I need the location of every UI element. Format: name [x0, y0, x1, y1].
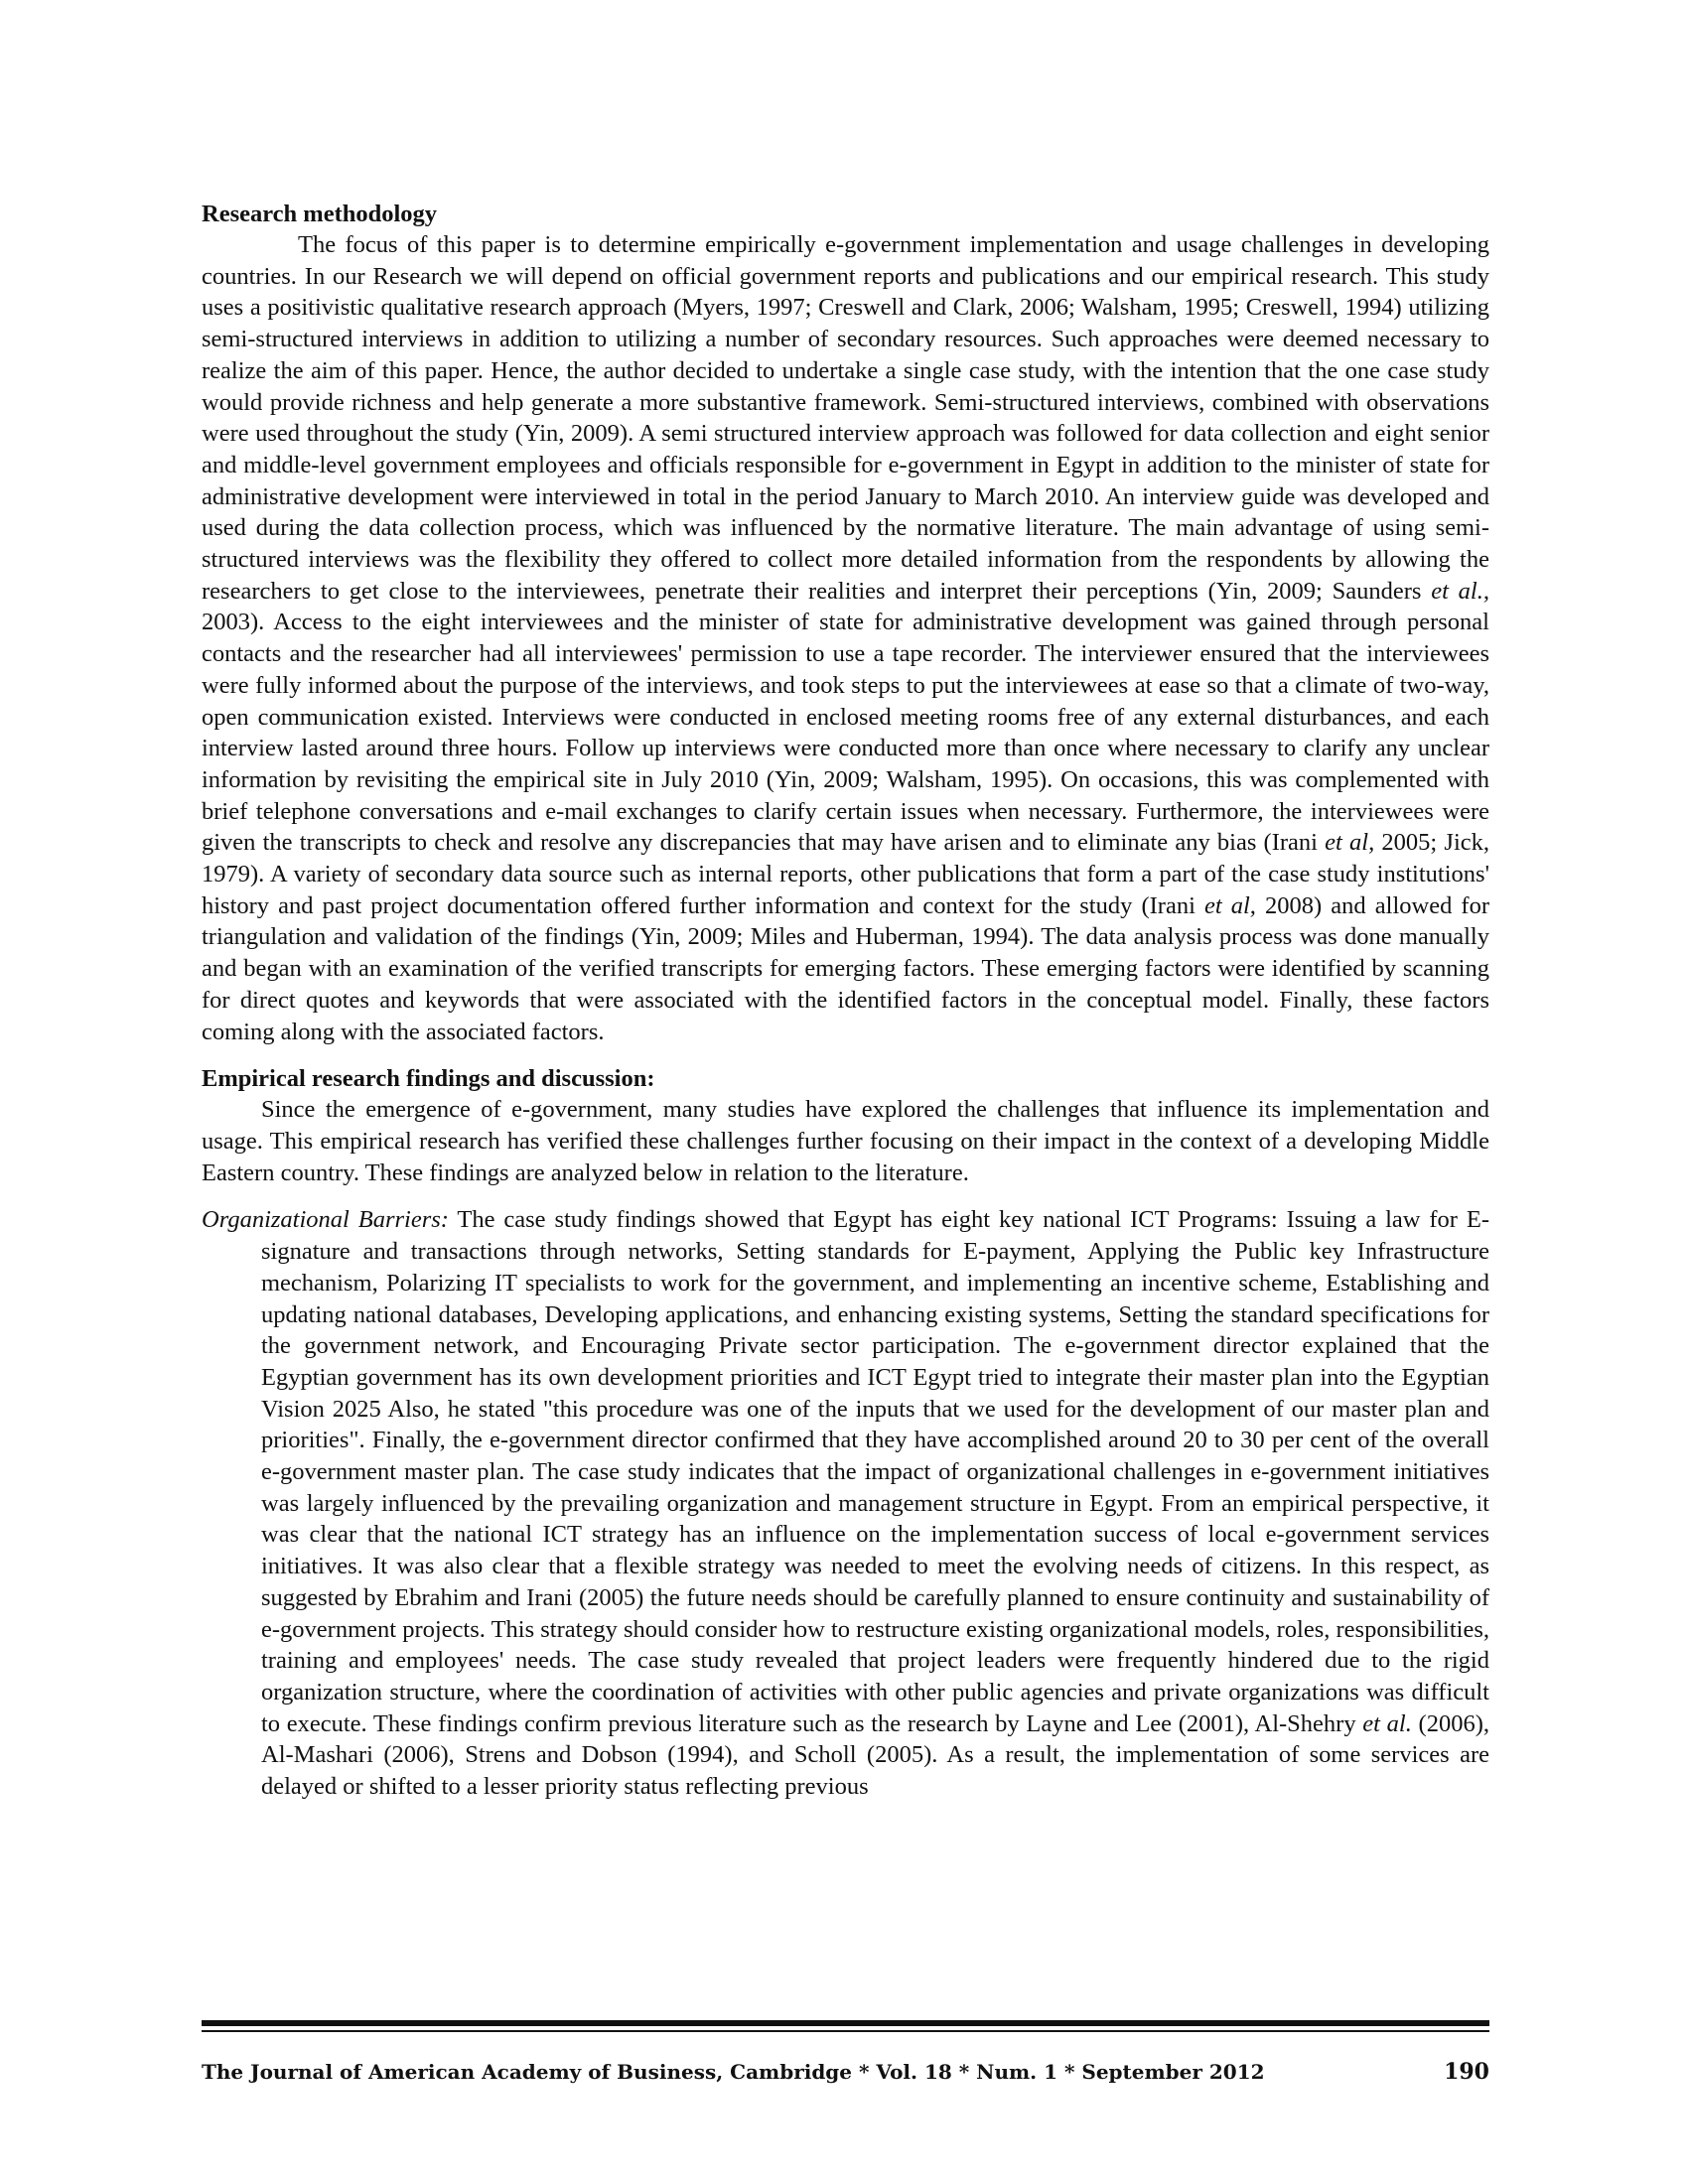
text-run: Since the emergence of e-government, many studies have explored the challenges that influence its implementation and usage. This empirical research has verified these challenges further focusing on their impact in the context of a developing Middle Eastern country. These findings are analyzed below in relation to the literature. — [202, 1096, 1489, 1186]
italic-citation: et al, — [1325, 829, 1375, 857]
footer-rule-thick — [202, 2020, 1489, 2026]
page-number: 190 — [1444, 2059, 1489, 2085]
text-run: (2006), Al-Mashari (2006), Strens and Dobson (1994), and Scholl (2005). As a result, the implementation of some services are delayed or shifted to a lesser priority status reflecting previous — [261, 1709, 1489, 1801]
findings-heading: Empirical research findings and discussion: — [202, 1065, 655, 1093]
text-run: 2005; Jick, 1979). A variety of secondary data source such as internal reports, other publications that form a part of the case study institutions' history and past project documentation offered further information and context for the study (Irani — [202, 829, 1489, 919]
methodology-paragraph — [202, 229, 1489, 1047]
page-body — [202, 199, 1489, 1803]
text-run: 2008) and allowed for triangulation and validation of the findings (Yin, 2009; Miles and Huberman, 1994). The data analysis process was done manually and began with an examination of the verified transcripts for emerging factors. These emerging factors were identified by scanning for direct quotes and keywords that were associated with the identified factors in the conceptual model. Finally, these factors coming along with the associated factors. — [202, 891, 1489, 1045]
italic-citation: et al. — [1362, 1709, 1412, 1737]
organizational-barriers-paragraph — [202, 1204, 1489, 1802]
text-run: The case study findings showed that Egypt has eight key national ICT Programs: Issuing a law for E-signature and transactions through networks, Setting standards for E-payment, Applying the Public key Infrastructure mechanism, Polarizing IT specialists to work for the government, and implementing an incentive scheme, Establishing and updating national databases, Developing applications, and enhancing existing systems, Setting the standard specifications for the government network, and Encouraging Private sector participation. The e-government director explained that the Egyptian government has its own development priorities and ICT Egypt tried to integrate their master plan into the Egyptian Vision 2025 Also, he stated "this procedure was one of the inputs that we used for the development of our master plan and priorities". Finally, the e-government director confirmed that they have accomplished around 20 to 30 per cent of the overall e-government master plan. The case study indicates that the impact of organizational challenges in e-government initiatives was largely influenced by the prevailing organization and management structure in Egypt. From an empirical perspective, it was clear that the national ICT strategy has an influence on the implementation success of local e-government services initiatives. It was also clear that a flexible strategy was needed to meet the evolving needs of citizens. In this respect, as suggested by Ebrahim and Irani (2005) the future needs should be carefully planned to ensure continuity and sustainability of e-government projects. This strategy should consider how to restructure existing organizational models, roles, responsibilities, training and employees' needs. The case study revealed that project leaders were frequently hindered due to the rigid organization structure, where the coordination of activities with other public agencies and private organizations was difficult to execute. These findings confirm previous literature such as the research by Layne and Lee (2001), Al-Shehry — [261, 1206, 1489, 1737]
italic-citation: et al., — [1431, 577, 1489, 605]
journal-citation: The Journal of American Academy of Business, Cambridge * Vol. 18 * Num. 1 * September 2012 — [202, 2060, 1265, 2084]
text-run: The focus of this paper is to determine empirically e-government implementation and usage challenges in developing countries. In our Research we will depend on official government reports and publications and our empirical research. This study uses a positivistic qualitative research approach (Myers, 1997; Creswell and Clark, 2006; Walsham, 1995; Creswell, 1994) utilizing semi-structured interviews in addition to utilizing a number of secondary resources. Such approaches were deemed necessary to realize the aim of this paper. Hence, the author decided to undertake a single case study, with the intention that the one case study would provide richness and help generate a more substantive framework. Semi-structured interviews, combined with observations were used throughout the study (Yin, 2009). A semi structured interview approach was followed for data collection and eight senior and middle-level government employees and officials responsible for e-government in Egypt in addition to the minister of state for administrative development were interviewed in total in the period January to March 2010. An interview guide was developed and used during the data collection process, which was influenced by the normative literature. The main advantage of using semi-structured interviews was the flexibility they offered to collect more detailed information from the respondents by allowing the researchers to get close to the interviewees, penetrate their realities and interpret their perceptions (Yin, 2009; Saunders — [202, 231, 1489, 605]
findings-paragraph — [202, 1094, 1489, 1188]
organizational-barriers-body — [261, 1206, 1489, 1800]
methodology-heading: Research methodology — [202, 201, 438, 227]
organizational-barriers-lead: Organizational Barriers: — [202, 1206, 449, 1234]
italic-citation: et al, — [1203, 891, 1256, 919]
footer-rule-thin — [202, 2030, 1489, 2032]
text-run: 2003). Access to the eight interviewees and the minister of state for administrative development was gained through personal contacts and the researcher had all interviewees' permission to use a tape recorder. The interviewer ensured that the interviewees were fully informed about the purpose of the interviews, and took steps to put the interviewees at ease so that a climate of two-way, open communication existed. Interviews were conducted in enclosed meeting rooms free of any external disturbances, and each interview lasted around three hours. Follow up interviews were conducted more than once where necessary to clarify any unclear information by revisiting the empirical site in July 2010 (Yin, 2009; Walsham, 1995). On occasions, this was complemented with brief telephone conversations and e-mail exchanges to clarify certain issues when necessary. Furthermore, the interviewees were given the transcripts to check and resolve any discrepancies that may have arisen and to eliminate any bias (Irani — [202, 609, 1489, 857]
